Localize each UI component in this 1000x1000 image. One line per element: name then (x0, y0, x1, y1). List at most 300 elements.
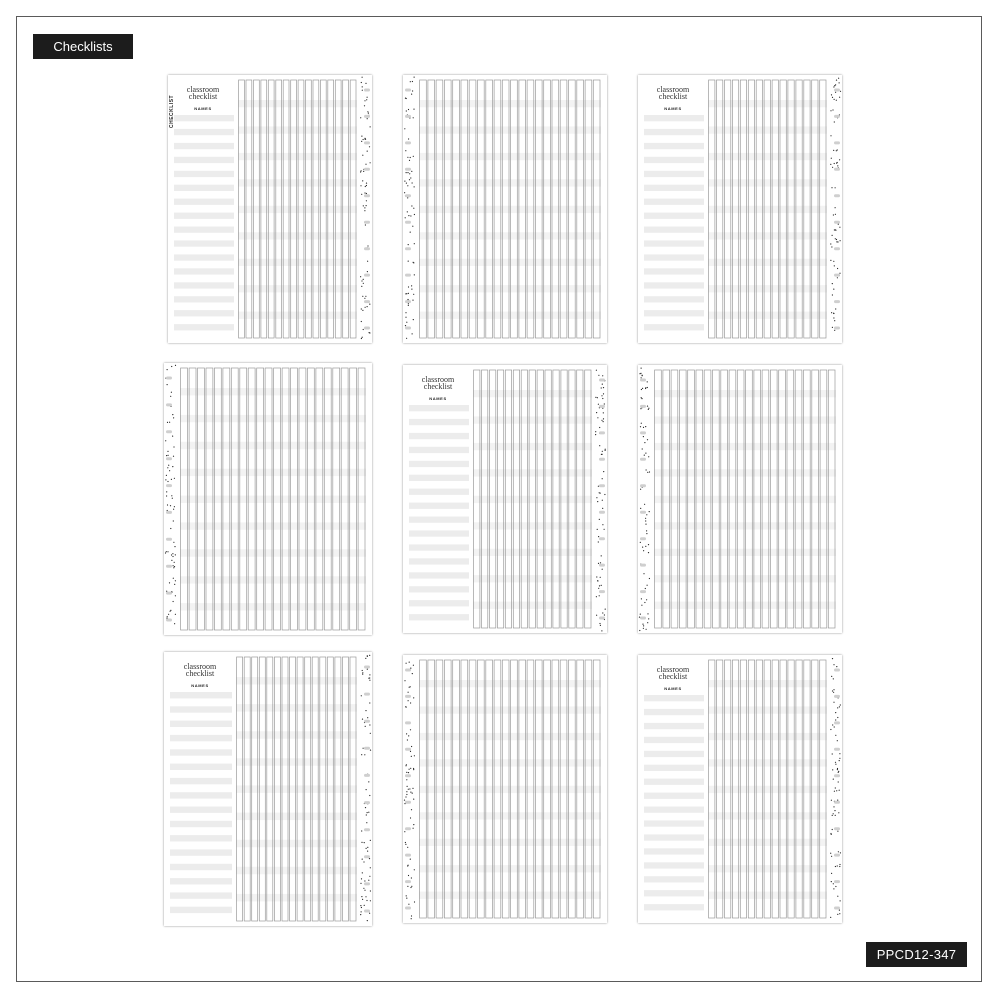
binding-dot (407, 172, 408, 173)
names-column-label: NAMES (429, 396, 447, 401)
binding-dot (601, 585, 602, 586)
row-stripe (708, 759, 827, 766)
binding-dot (837, 768, 838, 769)
binding-dot (365, 186, 366, 187)
binding-dot (362, 670, 363, 671)
binding-dot (833, 779, 834, 780)
row-stripes (708, 100, 827, 319)
binding-dot (407, 739, 408, 740)
binding-dot (831, 246, 832, 247)
binding-dot (600, 625, 601, 626)
binding-dot (833, 289, 834, 290)
binding-dot (830, 853, 831, 854)
binding-dot (410, 232, 411, 233)
binding-dot (839, 227, 840, 228)
name-line (644, 157, 704, 163)
binding-slot (405, 115, 411, 118)
binding-dot (413, 828, 414, 829)
name-lines (409, 405, 469, 620)
binding-dot (367, 669, 368, 670)
page-title: classroom checklist (183, 662, 217, 678)
binding-dot (361, 896, 362, 897)
binding-dot (647, 472, 648, 473)
binding-dot (414, 243, 415, 244)
binding-dot (408, 293, 409, 294)
binding-dot (363, 171, 364, 172)
binding-dot (411, 809, 412, 810)
row-stripe (419, 206, 601, 213)
binding-dot (602, 500, 603, 501)
binding-dot (408, 286, 409, 287)
name-lines (644, 695, 704, 910)
row-stripe (654, 443, 836, 450)
binding-dot (410, 729, 411, 730)
page-artwork (403, 655, 607, 923)
name-line (174, 143, 234, 149)
binding-dot (640, 373, 641, 374)
binding-dot (836, 241, 837, 242)
name-line (170, 721, 232, 727)
binding-dot (167, 467, 168, 468)
binding-dot (175, 614, 176, 615)
binding-dot (646, 514, 647, 515)
binding-dot (368, 880, 369, 881)
binding-dot (366, 848, 367, 849)
binding-dot (171, 479, 172, 480)
binding-dot (598, 536, 599, 537)
binding-slot (834, 907, 840, 910)
name-line (170, 749, 232, 755)
binding-dot (600, 493, 601, 494)
binding-dot (837, 277, 838, 278)
name-line (409, 475, 469, 481)
binding-dot (360, 185, 361, 186)
binding-dot (369, 680, 370, 681)
binding-dot (413, 208, 414, 209)
name-line (644, 890, 704, 896)
binding-dot (361, 321, 362, 322)
binding-dot (360, 171, 361, 172)
binding-slot (166, 484, 172, 487)
binding-dot (411, 918, 412, 919)
binding-dot (643, 628, 644, 629)
binding-dot (169, 582, 170, 583)
row-stripe (708, 285, 827, 292)
binding-dot (837, 717, 838, 718)
binding-dot (831, 856, 832, 857)
binding-dot (833, 214, 834, 215)
row-stripe (238, 206, 357, 213)
binding-dot (835, 308, 836, 309)
binding-dot (646, 530, 647, 531)
binding-dot (837, 740, 838, 741)
binding-slot (640, 458, 646, 461)
binding-dot (602, 451, 603, 452)
binding-dot (364, 905, 365, 906)
binding-dot (412, 793, 413, 794)
binding-slot (166, 619, 172, 622)
row-stripes (419, 680, 601, 899)
binding-dot (837, 268, 838, 269)
binding-dot (839, 706, 840, 707)
binding-dot (839, 913, 840, 914)
page-artwork (164, 652, 372, 926)
binding-dot (366, 900, 367, 901)
binding-dot (169, 470, 170, 471)
binding-dot (831, 94, 832, 95)
binding-dot (646, 629, 647, 630)
binding-dot (641, 377, 642, 378)
binding-dot (365, 224, 366, 225)
row-stripe (708, 865, 827, 872)
binding-dot (366, 200, 367, 201)
binding-dot (168, 465, 169, 466)
binding-dot (599, 595, 600, 596)
binding-dot (167, 422, 168, 423)
binding-dot (406, 772, 407, 773)
binding-dot (832, 283, 833, 284)
name-line (644, 709, 704, 715)
binding-dot (362, 90, 363, 91)
binding-dot (644, 504, 645, 505)
binding-dot (598, 486, 599, 487)
row-stripe (236, 704, 357, 712)
binding-slot (834, 774, 840, 777)
binding-dot (412, 673, 413, 674)
name-line (644, 324, 704, 330)
binding-slot (166, 538, 172, 541)
planner-page (168, 75, 372, 343)
binding-dot (410, 177, 411, 178)
binding-dot (407, 185, 408, 186)
binding-dot (602, 375, 603, 376)
binding-dot (173, 565, 174, 566)
binding-dot (404, 680, 405, 681)
binding-dot (405, 842, 406, 843)
binding-dot (832, 829, 833, 830)
binding-dot (414, 901, 415, 902)
row-stripe (180, 442, 366, 449)
binding-dot (369, 304, 370, 305)
binding-dot (169, 422, 170, 423)
binding-dot (407, 847, 408, 848)
binding-dot (834, 163, 835, 164)
binding-dot (411, 746, 412, 747)
binding-dot (174, 546, 175, 547)
binding-dot (175, 580, 176, 581)
name-line (174, 171, 234, 177)
binding-dot (833, 813, 834, 814)
binding-dot (599, 519, 600, 520)
row-stripe (654, 602, 836, 609)
row-stripe (180, 522, 366, 529)
binding-dot (598, 588, 599, 589)
binding-dot (406, 791, 407, 792)
binding-slot (834, 827, 840, 830)
binding-dot (174, 566, 175, 567)
binding-dot (362, 674, 363, 675)
binding-dot (363, 861, 364, 862)
binding-dot (411, 94, 412, 95)
binding-dot (361, 136, 362, 137)
name-line (170, 864, 232, 870)
binding-slot (599, 564, 605, 567)
binding-dot (404, 128, 405, 129)
binding-dot (408, 700, 409, 701)
binding-dot (645, 426, 646, 427)
binding-dot (408, 875, 409, 876)
binding-dot (647, 622, 648, 623)
binding-dot (362, 155, 363, 156)
row-stripe (419, 259, 601, 266)
binding-slot (364, 855, 370, 858)
binding-dot (598, 541, 599, 542)
name-line (644, 227, 704, 233)
binding-dot (363, 205, 364, 206)
binding-dot (362, 672, 363, 673)
binding-dot (599, 427, 600, 428)
binding-dot (408, 261, 409, 262)
binding-dot (367, 812, 368, 813)
row-stripes (419, 100, 601, 319)
binding-dot (837, 914, 838, 915)
binding-dot (642, 375, 643, 376)
binding-slot (364, 882, 370, 885)
binding-dot (413, 262, 414, 263)
binding-dot (833, 702, 834, 703)
binding-dot (366, 183, 367, 184)
binding-dot (408, 789, 409, 790)
name-line (644, 765, 704, 771)
binding-dot (597, 529, 598, 530)
binding-dot (646, 469, 647, 470)
binding-dot (364, 842, 365, 843)
binding-slot (640, 405, 646, 408)
binding-dot (361, 286, 362, 287)
binding-dot (407, 197, 408, 198)
row-stripe (180, 415, 366, 422)
binding-slot (364, 774, 370, 777)
binding-dot (370, 890, 371, 891)
binding-dot (834, 121, 835, 122)
name-line (644, 171, 704, 177)
name-line (409, 503, 469, 509)
row-stripe (708, 232, 827, 239)
binding-slot (599, 537, 605, 540)
row-stripe (236, 785, 357, 793)
row-stripe (473, 496, 592, 503)
binding-dot (405, 293, 406, 294)
binding-dot (837, 162, 838, 163)
binding-dot (168, 455, 169, 456)
name-line (644, 213, 704, 219)
name-line (174, 282, 234, 288)
binding-slot (364, 693, 370, 696)
binding-dot (368, 812, 369, 813)
binding-dot (839, 753, 840, 754)
binding-dot (360, 276, 361, 277)
binding-dot (414, 869, 415, 870)
binding-dot (647, 613, 648, 614)
binding-slot (405, 247, 411, 250)
row-stripe (708, 812, 827, 819)
binding-dot (367, 118, 368, 119)
binding-dot (412, 788, 413, 789)
binding-dot (643, 436, 644, 437)
binding-dot (837, 831, 838, 832)
binding-dot (362, 872, 363, 873)
name-line (644, 199, 704, 205)
binding-dot (598, 404, 599, 405)
binding-dot (406, 663, 407, 664)
page-title: classroom checklist (186, 85, 220, 101)
binding-dot (404, 192, 405, 193)
page-artwork (403, 75, 607, 343)
binding-slot (834, 115, 840, 118)
binding-dot (647, 387, 648, 388)
binding-dot (367, 97, 368, 98)
binding-dot (411, 756, 412, 757)
row-stripe (419, 733, 601, 740)
binding-dot (832, 167, 833, 168)
binding-dot (369, 332, 370, 333)
binding-dot (834, 85, 835, 86)
binding-dot (170, 528, 171, 529)
binding-dot (839, 910, 840, 911)
binding-dot (835, 214, 836, 215)
name-line (170, 778, 232, 784)
binding-dot (601, 420, 602, 421)
binding-dot (830, 729, 831, 730)
name-line (409, 600, 469, 606)
row-stripe (238, 232, 357, 239)
row-stripe (708, 733, 827, 740)
page-artwork (403, 365, 607, 633)
binding-dot (831, 834, 832, 835)
name-line (174, 115, 234, 121)
name-line (644, 876, 704, 882)
row-stripe (236, 894, 357, 902)
binding-dot (410, 215, 411, 216)
binding-slot (834, 168, 840, 171)
binding-slot (166, 511, 172, 514)
page-title: classroom checklist (656, 85, 690, 101)
binding-dot (641, 423, 642, 424)
row-stripe (473, 390, 592, 397)
name-line (644, 143, 704, 149)
binding-dot (361, 308, 362, 309)
binding-dot (597, 501, 598, 502)
binding-dot (640, 489, 641, 490)
binding-dot (645, 524, 646, 525)
binding-dot (409, 173, 410, 174)
binding-slot (834, 247, 840, 250)
row-stripe (236, 813, 357, 821)
binding-dot (644, 455, 645, 456)
row-stripe (473, 443, 592, 450)
binding-dot (411, 877, 412, 878)
binding-dot (175, 554, 176, 555)
binding-dot (405, 844, 406, 845)
binding-dot (839, 97, 840, 98)
row-stripe (708, 206, 827, 213)
binding-dot (414, 77, 415, 78)
binding-dot (414, 186, 415, 187)
binding-dot (602, 384, 603, 385)
binding-dot (603, 471, 604, 472)
name-line (644, 695, 704, 701)
binding-dot (604, 614, 605, 615)
row-stripe (654, 390, 836, 397)
binding-dot (404, 800, 405, 801)
row-stripe (654, 575, 836, 582)
binding-dot (645, 518, 646, 519)
binding-slot (405, 300, 411, 303)
binding-dot (167, 504, 168, 505)
binding-dot (364, 105, 365, 106)
binding-dot (412, 226, 413, 227)
binding-dot (830, 164, 831, 165)
binding-dot (640, 408, 641, 409)
binding-slot (364, 221, 370, 224)
row-stripe (419, 786, 601, 793)
name-line (409, 544, 469, 550)
binding-dot (367, 655, 368, 656)
binding-dot (364, 880, 365, 881)
binding-dot (598, 563, 599, 564)
binding-dot (835, 886, 836, 887)
binding-dot (643, 550, 644, 551)
binding-dot (408, 305, 409, 306)
row-stripe (419, 126, 601, 133)
binding-dot (411, 285, 412, 286)
binding-dot (414, 214, 415, 215)
binding-dot (173, 520, 174, 521)
name-line (170, 892, 232, 898)
binding-slot (166, 403, 172, 406)
binding-dot (600, 577, 601, 578)
binding-dot (601, 555, 602, 556)
binding-dot (406, 338, 407, 339)
binding-dot (642, 624, 643, 625)
row-stripe (180, 496, 366, 503)
row-stripe (419, 285, 601, 292)
row-stripe (238, 312, 357, 319)
binding-dot (604, 494, 605, 495)
binding-dot (166, 491, 167, 492)
binding-slot (640, 564, 646, 567)
binding-dot (171, 560, 172, 561)
row-stripe (473, 522, 592, 529)
binding-dot (368, 113, 369, 114)
name-lines (174, 115, 234, 330)
row-stripe (708, 259, 827, 266)
binding-dot (831, 873, 832, 874)
binding-dot (410, 157, 411, 158)
binding-dot (836, 790, 837, 791)
binding-slot (599, 511, 605, 514)
binding-slot (640, 379, 646, 382)
binding-dot (361, 82, 362, 83)
binding-dot (838, 781, 839, 782)
binding-slot (166, 592, 172, 595)
binding-dot (837, 800, 838, 801)
binding-dot (640, 542, 641, 543)
binding-dot (601, 395, 602, 396)
binding-dot (832, 294, 833, 295)
name-line (174, 240, 234, 246)
binding-dot (647, 585, 648, 586)
